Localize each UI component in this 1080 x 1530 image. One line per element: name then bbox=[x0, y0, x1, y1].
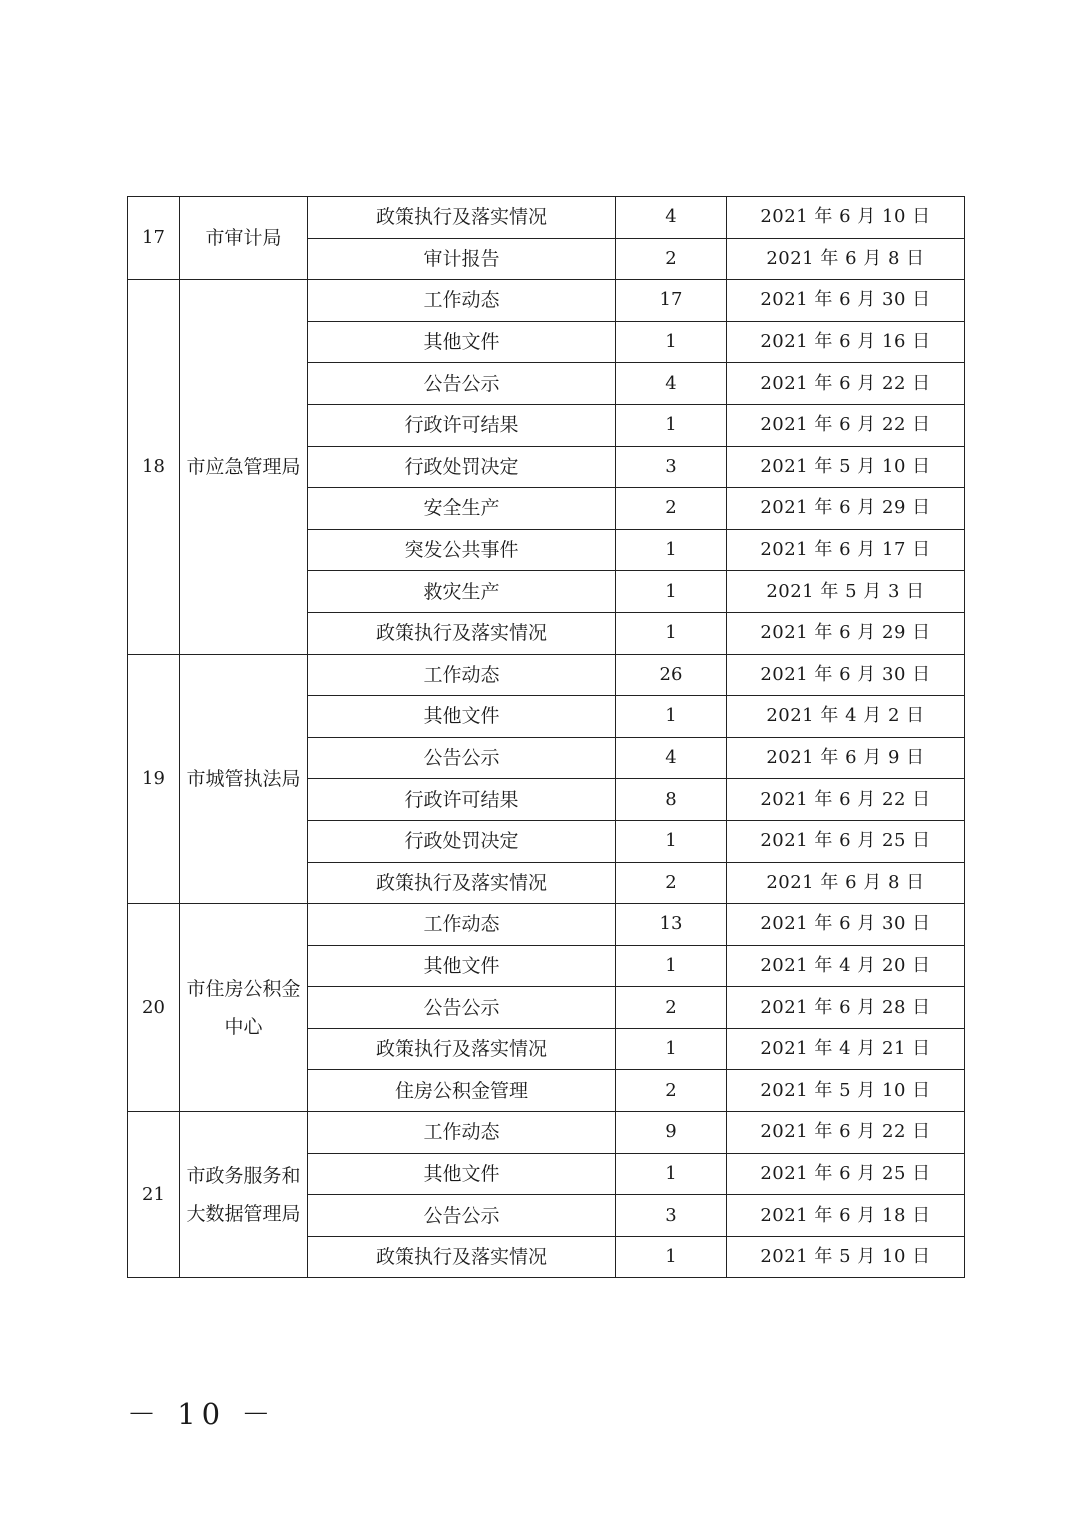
count-cell: 1 bbox=[616, 571, 727, 613]
department-cell bbox=[180, 280, 308, 654]
department-name: 市审计局 bbox=[205, 227, 282, 250]
row-number-cell: 17 bbox=[128, 197, 180, 280]
department-name: 市政务服务和大数据管理局 bbox=[186, 1164, 301, 1225]
count-cell: 1 bbox=[616, 696, 727, 738]
date-cell: 2021 年 6 月 18 日 bbox=[727, 1195, 965, 1237]
table-body bbox=[128, 197, 965, 1278]
date-cell: 2021 年 6 月 8 日 bbox=[727, 238, 965, 280]
date-cell: 2021 年 6 月 22 日 bbox=[727, 363, 965, 405]
category-cell: 安全生产 bbox=[308, 488, 616, 530]
page-number: － 10 － bbox=[127, 1397, 277, 1431]
date-cell: 2021 年 6 月 16 日 bbox=[727, 321, 965, 363]
count-cell: 1 bbox=[616, 321, 727, 363]
count-cell: 2 bbox=[616, 862, 727, 904]
count-cell: 4 bbox=[616, 197, 727, 239]
count-cell: 3 bbox=[616, 1195, 727, 1237]
date-cell: 2021 年 6 月 30 日 bbox=[727, 654, 965, 696]
department-cell bbox=[180, 904, 308, 1112]
date-cell: 2021 年 5 月 3 日 bbox=[727, 571, 965, 613]
date-cell: 2021 年 5 月 10 日 bbox=[727, 446, 965, 488]
category-cell: 其他文件 bbox=[308, 696, 616, 738]
count-cell: 1 bbox=[616, 1236, 727, 1278]
category-cell: 公告公示 bbox=[308, 737, 616, 779]
count-cell: 13 bbox=[616, 904, 727, 946]
date-cell: 2021 年 6 月 25 日 bbox=[727, 1153, 965, 1195]
count-cell: 2 bbox=[616, 238, 727, 280]
category-cell: 政策执行及落实情况 bbox=[308, 612, 616, 654]
disclosure-table bbox=[127, 196, 965, 1278]
category-cell: 救灾生产 bbox=[308, 571, 616, 613]
date-cell: 2021 年 6 月 22 日 bbox=[727, 404, 965, 446]
row-number-cell: 21 bbox=[128, 1112, 180, 1278]
count-cell: 8 bbox=[616, 779, 727, 821]
department-name: 市应急管理局 bbox=[186, 455, 301, 478]
category-cell: 工作动态 bbox=[308, 904, 616, 946]
count-cell: 2 bbox=[616, 987, 727, 1029]
department-name: 市住房公积金中心 bbox=[186, 977, 301, 1038]
category-cell: 公告公示 bbox=[308, 987, 616, 1029]
date-cell: 2021 年 4 月 2 日 bbox=[727, 696, 965, 738]
date-cell: 2021 年 5 月 10 日 bbox=[727, 1236, 965, 1278]
date-cell: 2021 年 6 月 29 日 bbox=[727, 488, 965, 530]
category-cell: 行政许可结果 bbox=[308, 404, 616, 446]
date-cell: 2021 年 6 月 30 日 bbox=[727, 904, 965, 946]
date-cell: 2021 年 6 月 29 日 bbox=[727, 612, 965, 654]
date-cell: 2021 年 6 月 22 日 bbox=[727, 779, 965, 821]
category-cell: 其他文件 bbox=[308, 1153, 616, 1195]
category-cell: 政策执行及落实情况 bbox=[308, 1236, 616, 1278]
table-row bbox=[128, 280, 965, 322]
date-cell: 2021 年 6 月 9 日 bbox=[727, 737, 965, 779]
date-cell: 2021 年 4 月 20 日 bbox=[727, 945, 965, 987]
category-cell: 工作动态 bbox=[308, 280, 616, 322]
count-cell: 4 bbox=[616, 737, 727, 779]
table-row bbox=[128, 654, 965, 696]
row-number-cell: 19 bbox=[128, 654, 180, 904]
row-number-cell: 18 bbox=[128, 280, 180, 654]
date-cell: 2021 年 6 月 8 日 bbox=[727, 862, 965, 904]
count-cell: 1 bbox=[616, 820, 727, 862]
category-cell: 工作动态 bbox=[308, 654, 616, 696]
count-cell: 1 bbox=[616, 612, 727, 654]
count-cell: 9 bbox=[616, 1112, 727, 1154]
date-cell: 2021 年 4 月 21 日 bbox=[727, 1028, 965, 1070]
table-row bbox=[128, 197, 965, 239]
table-row bbox=[128, 1112, 965, 1154]
count-cell: 17 bbox=[616, 280, 727, 322]
date-cell: 2021 年 6 月 25 日 bbox=[727, 820, 965, 862]
category-cell: 政策执行及落实情况 bbox=[308, 197, 616, 239]
department-cell bbox=[180, 197, 308, 280]
category-cell: 住房公积金管理 bbox=[308, 1070, 616, 1112]
category-cell: 政策执行及落实情况 bbox=[308, 1028, 616, 1070]
date-cell: 2021 年 6 月 17 日 bbox=[727, 529, 965, 571]
date-cell: 2021 年 6 月 22 日 bbox=[727, 1112, 965, 1154]
count-cell: 1 bbox=[616, 945, 727, 987]
count-cell: 3 bbox=[616, 446, 727, 488]
category-cell: 公告公示 bbox=[308, 363, 616, 405]
department-cell bbox=[180, 1112, 308, 1278]
count-cell: 2 bbox=[616, 1070, 727, 1112]
category-cell: 突发公共事件 bbox=[308, 529, 616, 571]
category-cell: 其他文件 bbox=[308, 945, 616, 987]
count-cell: 4 bbox=[616, 363, 727, 405]
category-cell: 政策执行及落实情况 bbox=[308, 862, 616, 904]
count-cell: 1 bbox=[616, 529, 727, 571]
category-cell: 公告公示 bbox=[308, 1195, 616, 1237]
row-number-cell: 20 bbox=[128, 904, 180, 1112]
category-cell: 行政许可结果 bbox=[308, 779, 616, 821]
category-cell: 审计报告 bbox=[308, 238, 616, 280]
date-cell: 2021 年 5 月 10 日 bbox=[727, 1070, 965, 1112]
category-cell: 工作动态 bbox=[308, 1112, 616, 1154]
count-cell: 2 bbox=[616, 488, 727, 530]
count-cell: 26 bbox=[616, 654, 727, 696]
date-cell: 2021 年 6 月 10 日 bbox=[727, 197, 965, 239]
department-cell bbox=[180, 654, 308, 904]
category-cell: 行政处罚决定 bbox=[308, 820, 616, 862]
count-cell: 1 bbox=[616, 1153, 727, 1195]
table-row bbox=[128, 904, 965, 946]
date-cell: 2021 年 6 月 28 日 bbox=[727, 987, 965, 1029]
count-cell: 1 bbox=[616, 1028, 727, 1070]
department-name: 市城管执法局 bbox=[186, 767, 301, 790]
count-cell: 1 bbox=[616, 404, 727, 446]
date-cell: 2021 年 6 月 30 日 bbox=[727, 280, 965, 322]
category-cell: 行政处罚决定 bbox=[308, 446, 616, 488]
category-cell: 其他文件 bbox=[308, 321, 616, 363]
